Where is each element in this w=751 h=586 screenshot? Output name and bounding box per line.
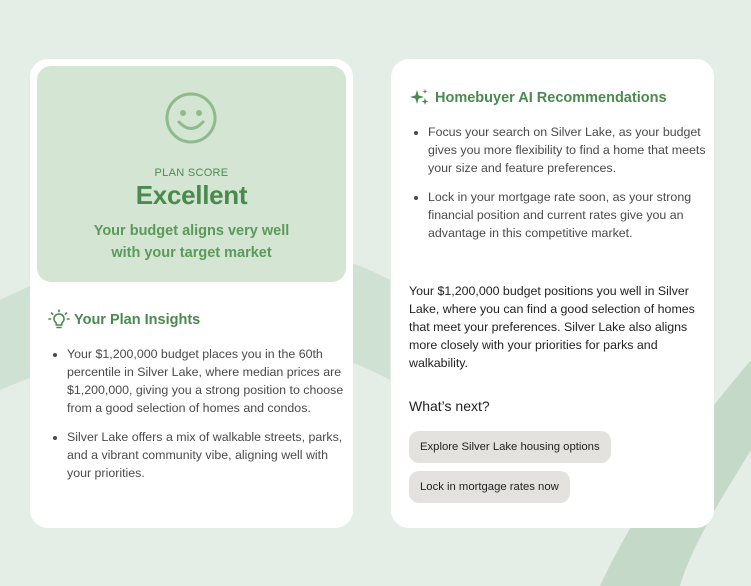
plan-score-card bbox=[30, 59, 353, 528]
insights-title: Your Plan Insights bbox=[74, 312, 201, 328]
recommendation-item: • Focus your search on Silver Lake, as your budget gives you more flexibility to find a home that meets your size and feature preferences. bbox=[428, 123, 708, 177]
sparkle-icon bbox=[409, 87, 431, 109]
lightbulb-icon bbox=[48, 309, 70, 331]
recommendation-summary: Your $1,200,000 budget positions you well in Silver Lake, where you can find a good selection of homes that meet your preferences. Silver Lake also aligns more closely with your priorities for parks and walkability. bbox=[409, 284, 695, 370]
plan-score-label: PLAN SCORE bbox=[154, 167, 229, 179]
recommendation-item: • Lock in your mortgage rate soon, as your strong financial position and current rates give you an advantage in this competitive market. bbox=[428, 188, 708, 242]
smiley-face-icon bbox=[164, 91, 218, 145]
recommendations-list bbox=[413, 123, 708, 253]
recommendations-header bbox=[409, 87, 667, 109]
explore-housing-options-button[interactable]: Explore Silver Lake housing options bbox=[409, 431, 611, 463]
insights-header bbox=[48, 309, 200, 331]
recommendations-card bbox=[391, 59, 714, 528]
plan-score-description: Your budget aligns very well with your target market bbox=[93, 223, 290, 261]
insight-item: • Your $1,200,000 budget places you in the 60th percentile in Silver Lake, where median prices are $1,200,000, giving you a strong position to choose from a good selection of homes and condos. bbox=[67, 345, 347, 417]
plan-score-value: Excellent bbox=[135, 180, 248, 210]
plan-score-panel bbox=[37, 66, 346, 282]
whats-next-label: What’s next? bbox=[409, 398, 490, 414]
insights-list bbox=[52, 345, 347, 493]
lock-mortgage-rates-button[interactable]: Lock in mortgage rates now bbox=[409, 471, 570, 503]
insight-item: • Silver Lake offers a mix of walkable streets, parks, and a vibrant community vibe, aligning well with your priorities. bbox=[67, 428, 347, 482]
recommendations-title: Homebuyer AI Recommendations bbox=[435, 90, 667, 106]
